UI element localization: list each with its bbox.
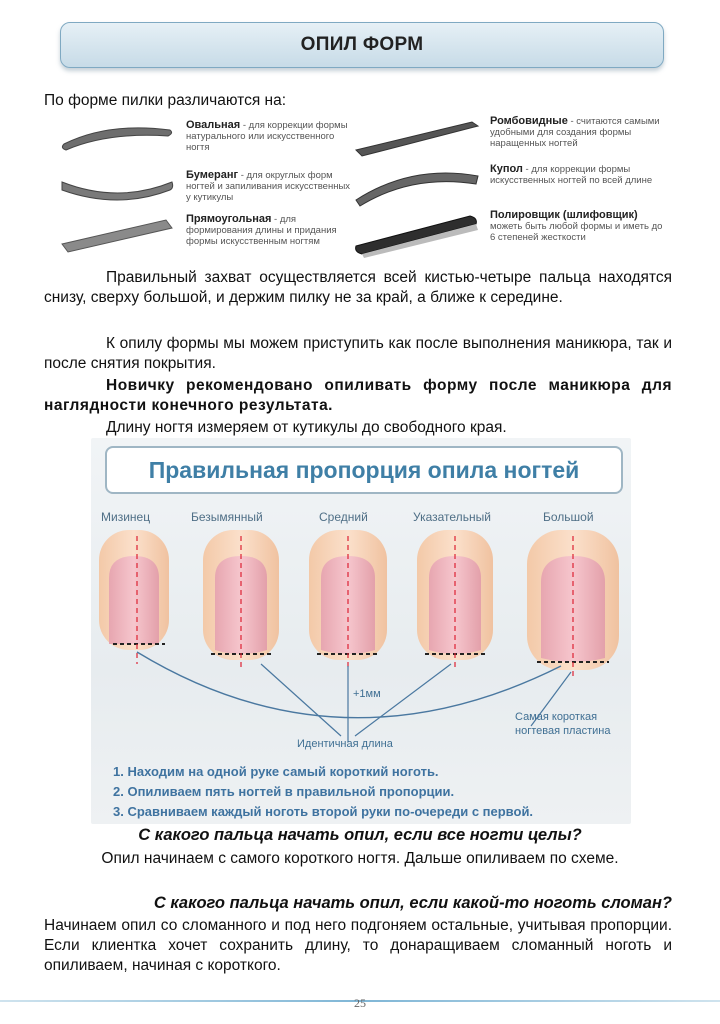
nail-file-types <box>58 112 668 262</box>
paragraph-beginner: Новичку рекомендовано опиливать форму после маникюра для наглядности конечного результата. <box>44 377 672 414</box>
question-2: С какого пальца начать опил, если какой-то ноготь сломан? <box>153 894 672 912</box>
paragraph-grip: Правильный захват осуществляется всей кистью-четыре пальца находятся снизу, сверху большой, и держим пилку не за край, а ближе к середине. <box>44 269 672 306</box>
plus-one-mm-label: +1мм <box>353 688 381 700</box>
file-boomerang <box>58 170 356 204</box>
finger-index <box>417 530 493 668</box>
finger-label-index: Указательный <box>413 510 491 524</box>
file-boomerang-desc: - для округлых форм ногтей и запиливания искусственных у кутикулы <box>186 170 351 203</box>
diagram-step-3: 3. Сравниваем каждый ноготь второй руки по-очереди с первой. <box>113 804 534 819</box>
shortest-plate-label-line2: ногтевая пластина <box>515 725 611 737</box>
file-buffer-desc: можеть быть любой формы и иметь до 6 степеней жесткости <box>490 221 663 243</box>
file-rhombus-name: Ромбовидные <box>490 115 568 127</box>
page-title: ОПИЛ ФОРМ <box>300 34 424 55</box>
buffer-file-image <box>352 210 482 258</box>
file-rectangular <box>58 214 356 254</box>
diagram-step-2: 2. Опиливаем пять ногтей в правильной пропорции. <box>113 784 455 799</box>
finger-label-thumb: Большой <box>543 510 594 524</box>
file-buffer <box>352 210 666 258</box>
identical-length-label: Идентичная длина <box>297 738 393 750</box>
shortest-plate-label-line1: Самая короткая <box>515 711 598 723</box>
finger-label-pinky: Мизинец <box>101 510 151 524</box>
file-rhombus-desc: - считаются самыми удобными для создания формы наращенных ногтей <box>490 116 660 149</box>
answer-2: Начинаем опил со сломанного и под него подгоняем остальные, учитывая пропорции. Если клиентка хочет сохранить длину, то донаращиваем сломанный ноготь и опиливаем, начиная с короткого. <box>44 917 672 974</box>
identical-arrow-left <box>261 664 341 736</box>
file-oval <box>58 120 356 154</box>
file-dome <box>352 164 666 208</box>
finger-ring <box>203 530 279 668</box>
shortest-curve <box>137 652 561 718</box>
boomerang-file-image <box>58 170 176 204</box>
shortest-plate-label <box>515 710 610 738</box>
page-number: 25 <box>354 996 366 1010</box>
answer-1: Опил начинаем с самого короткого ногтя. Дальше опиливаем по схеме. <box>101 850 619 867</box>
question-1: С какого пальца начать опил, если все ногти целы? <box>138 826 582 844</box>
diagram-step-1: 1. Находим на одной руке самый короткий ноготь. <box>113 764 439 779</box>
identical-arrow-right <box>355 664 451 736</box>
page-title-bar <box>60 22 664 68</box>
intro-text: По форме пилки различаются на: <box>44 92 287 109</box>
dome-file-image <box>352 164 482 208</box>
file-dome-name: Купол <box>490 163 523 175</box>
file-boomerang-name: Бумеранг <box>186 169 239 181</box>
nail-proportion-diagram <box>91 438 631 824</box>
file-dome-desc: - для коррекции формы искусственных ногтей по всей длине <box>490 164 653 186</box>
paragraph-length: Длину ногтя измеряем от кутикулы до свободного края. <box>106 419 507 436</box>
finger-label-ring: Безымянный <box>191 510 263 524</box>
finger-label-middle: Средний <box>319 510 368 524</box>
file-rectangular-desc: - для формирования длины и придания формы искусственным ногтям <box>186 214 337 247</box>
finger-middle <box>309 530 387 668</box>
finger-pinky <box>99 530 169 664</box>
finger-thumb <box>527 530 619 676</box>
oval-file-image <box>58 120 176 154</box>
diagram-steps <box>113 762 533 822</box>
diagram-title: Правильная пропорция опила ногтей <box>148 456 580 483</box>
rectangular-file-image <box>58 214 176 254</box>
file-oval-desc: - для коррекции формы натурального или искусственного ногтя <box>186 120 348 153</box>
paragraph-when: К опилу формы мы можем приступить как после выполнения маникюра, так и после снятия покрытия. <box>44 335 672 372</box>
file-oval-name: Овальная <box>186 119 241 131</box>
file-rhombus <box>352 116 666 160</box>
file-rectangular-name: Прямоугольная <box>186 213 272 225</box>
diagram-title-box <box>105 446 623 494</box>
rhombus-file-image <box>352 116 482 160</box>
file-buffer-name: Полировщик (шлифовщик) <box>490 209 638 221</box>
